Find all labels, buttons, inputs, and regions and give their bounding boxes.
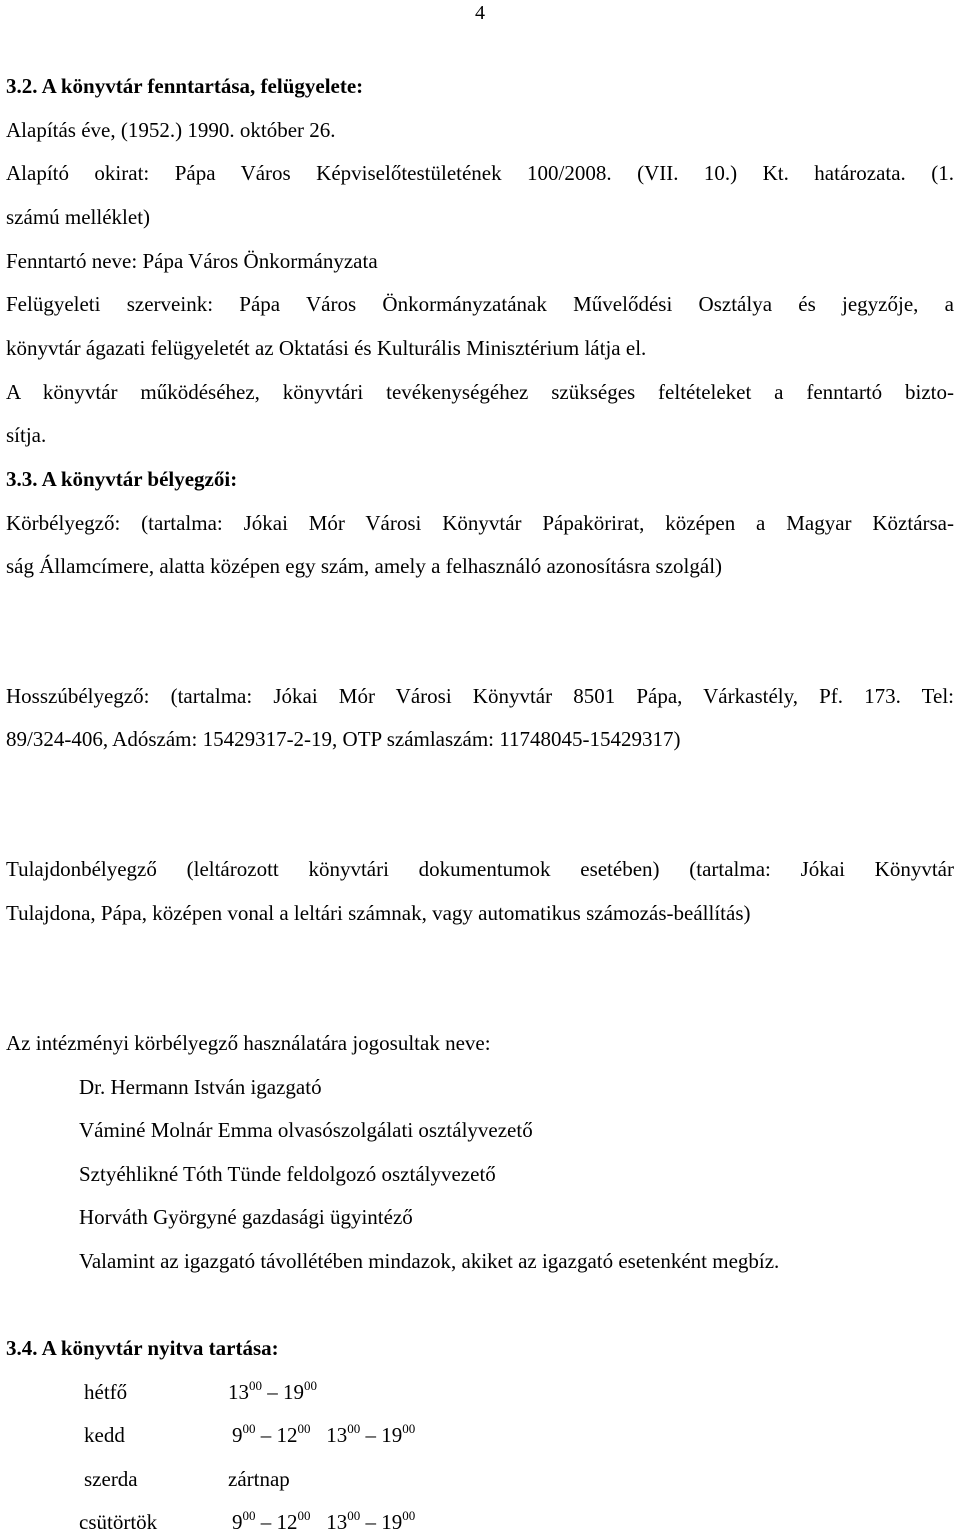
authorized-intro: Az intézményi körbélyegző használatára jogosultak neve: bbox=[6, 1031, 491, 1055]
break-end-time: $13^{00}$ bbox=[326, 1421, 361, 1447]
ownership-stamp-line-1: Tulajdonbélyegző (leltározott könyvtári dokumentumok esetében) (tartalma: Jókai Könyvtár bbox=[6, 857, 954, 881]
schedule-day-wednesday: szerda bbox=[84, 1467, 138, 1491]
schedule-hours-tuesday bbox=[232, 1423, 415, 1448]
authorized-person: Dr. Hermann István igazgató bbox=[79, 1075, 322, 1099]
charter-line-2: számú melléklet) bbox=[6, 205, 151, 229]
schedule-closed-wednesday: zártnap bbox=[228, 1467, 290, 1491]
authorized-others: Valamint az igazgató távollétében mindazok, akiket az igazgató esetenként megbíz. bbox=[79, 1249, 780, 1273]
long-stamp-line-1: Hosszúbélyegző: (tartalma: Jókai Mór Városi Könyvtár 8501 Pápa, Várkastély, Pf. 173. Tel: bbox=[6, 684, 954, 708]
round-stamp-line-1: Körbélyegző: (tartalma: Jókai Mór Városi Könyvtár Pápakörirat, középen a Magyar Köztársa- bbox=[6, 511, 954, 535]
round-stamp-line-2: ság Államcímere, alatta középen egy szám, amely a felhasználó azonosításra szolgál) bbox=[6, 554, 723, 578]
hours-dash: – bbox=[365, 1510, 376, 1534]
page-number: 4 bbox=[475, 2, 485, 24]
charter-line-1: Alapító okirat: Pápa Város Képviselőtestületének 100/2008. (VII. 10.) Kt. határozata. (1. bbox=[6, 161, 954, 185]
schedule-hours-monday bbox=[228, 1380, 317, 1405]
hours-dash: – bbox=[365, 1423, 376, 1447]
supervision-line-1: Felügyeleti szerveink: Pápa Város Önkormányzatának Művelődési Osztálya és jegyzője, a bbox=[6, 292, 954, 316]
ownership-stamp-line-2: Tulajdona, Pápa, középen vonal a leltári számnak, vagy automatikus számozás-beállítás) bbox=[6, 901, 751, 925]
long-stamp-line-2: 89/324-406, Adószám: 15429317-2-19, OTP számlaszám: 11748045-15429317) bbox=[6, 727, 681, 751]
authorized-person: Váminé Molnár Emma olvasószolgálati osztályvezető bbox=[79, 1118, 533, 1142]
close-time: $19^{00}$ bbox=[381, 1421, 416, 1447]
open-time: $13^{00}$ bbox=[228, 1378, 262, 1404]
hours-dash: – bbox=[267, 1380, 278, 1404]
foundation-year: Alapítás éve, (1952.) 1990. október 26. bbox=[6, 118, 336, 142]
authorized-person: Horváth Györgyné gazdasági ügyintéző bbox=[79, 1205, 413, 1229]
authorized-person: Sztyéhlikné Tóth Tünde feldolgozó osztályvezető bbox=[79, 1162, 496, 1186]
hours-dash: – bbox=[260, 1510, 272, 1534]
schedule-day-tuesday: kedd bbox=[84, 1423, 125, 1447]
schedule-hours-thursday bbox=[232, 1510, 415, 1535]
close-time: $19^{00}$ bbox=[381, 1508, 416, 1534]
supervision-line-2: könyvtár ágazati felügyeletét az Oktatási és Kulturális Minisztérium látja el. bbox=[6, 336, 647, 360]
open-time: $9^{00}$ bbox=[232, 1508, 256, 1534]
maintainer: Fenntartó neve: Pápa Város Önkormányzata bbox=[6, 249, 378, 273]
close-time: $19^{00}$ bbox=[283, 1378, 317, 1404]
break-end-time: $13^{00}$ bbox=[326, 1508, 361, 1534]
section-heading-3-3: 3.3. A könyvtár bélyegzői: bbox=[6, 467, 238, 491]
conditions-line-1: A könyvtár működéséhez, könyvtári tevékenységéhez szükséges feltételeket a fenntartó bizto- bbox=[6, 380, 954, 404]
section-heading-3-2: 3.2. A könyvtár fenntartása, felügyelete: bbox=[6, 74, 364, 98]
section-heading-3-4: 3.4. A könyvtár nyitva tartása: bbox=[6, 1336, 279, 1360]
break-start-time: $12^{00}$ bbox=[276, 1508, 311, 1534]
conditions-line-2: sítja. bbox=[6, 423, 47, 447]
schedule-day-thursday: csütörtök bbox=[79, 1510, 158, 1534]
break-start-time: $12^{00}$ bbox=[276, 1421, 311, 1447]
open-time: $9^{00}$ bbox=[232, 1421, 256, 1447]
hours-dash: – bbox=[260, 1423, 272, 1447]
schedule-day-monday: hétfő bbox=[84, 1380, 128, 1404]
